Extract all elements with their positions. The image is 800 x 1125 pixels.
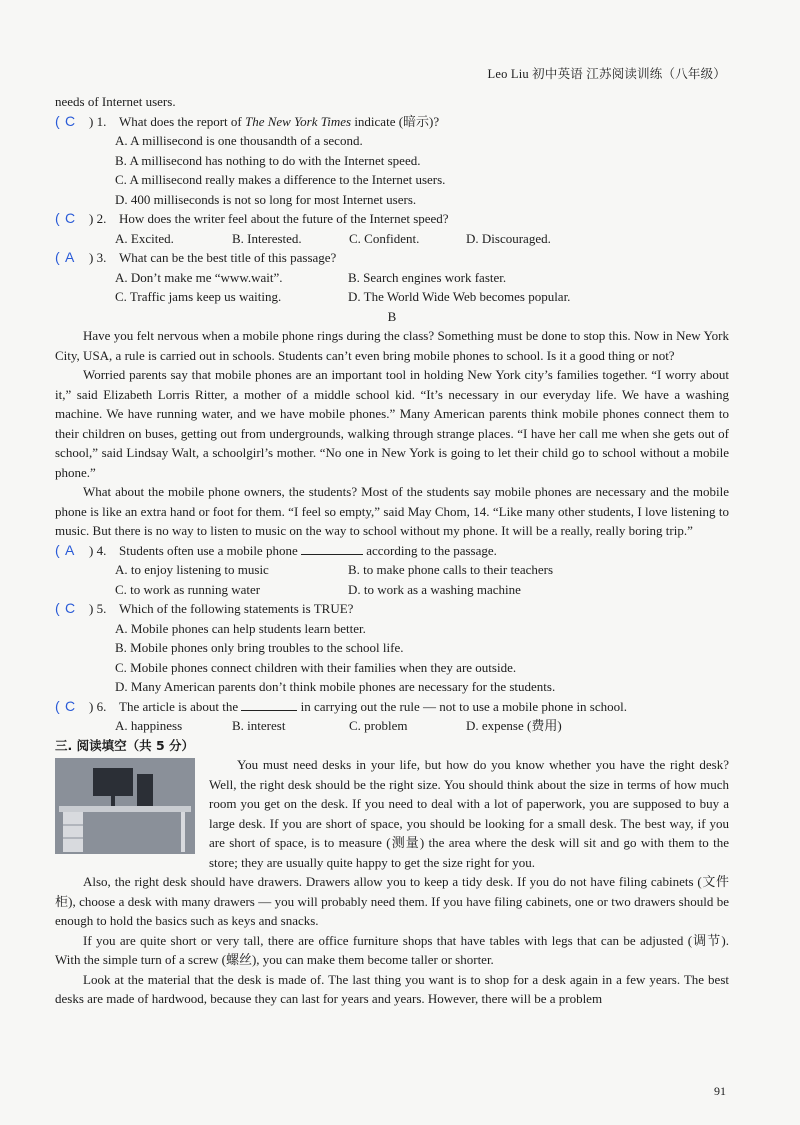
option: B. to make phone calls to their teachers [348,562,554,577]
answer-blank [301,542,363,555]
question-stem: What can be the best title of this passage? [119,250,337,265]
answer-bracket: ( [55,112,60,129]
option: B. A millisecond has nothing to do with the Internet speed. [115,152,421,168]
option: C. Traffic jams keep us waiting. [115,289,282,304]
page-number: 91 [714,1084,726,1098]
option: B. Mobile phones only bring troubles to the school life. [115,640,404,655]
page-header: Leo Liu 初中英语 江苏阅读训练（八年级） [487,67,726,81]
option: C. to work as running water [115,581,261,597]
passage-b-paragraph: Worried parents say that mobile phones are an important tool in holding New York city’s families together. “I worry about it,” said Elizabeth Lorris Ritter, a mother of a middle school kid. “It’s necessary in our everyday life. We have a washing machine. We have running water, and we have mobile phones.” Many American parents think mobile phones connect them to their children on buses, getting out from undergrounds, walking through strange places. “I have her call me when she gets out of school,” said Lindsay Walt, a schoolgirl’s mother. “No one in New York is going to let their child go to school without a mobile phone.” [55,367,729,480]
options-row [55,268,729,288]
answer-4: A [65,541,75,558]
option: A. A millisecond is one thousandth of a second. [115,133,363,148]
answer-blank [241,698,297,711]
answer-3: A [65,249,75,265]
question-4: ( A ) 4. Students often use a mobile phone according to the passage. [55,541,729,561]
passage-c-paragraph: Look at the material that the desk is made of. The last thing you want is to shop for a desk again in a few years. The best desks are made of hardwood, because they can last for years and years. However, there will be a problem [55,971,729,1006]
question-5: ( C ) 5. Which of the following statements is TRUE? [55,599,729,619]
answer-6: C [65,697,76,714]
question-2: ( C ) 2. How does the writer feel about the future of the Internet speed? [55,209,729,229]
section-3-title: 三. 阅读填空（共 5 分） [55,737,195,753]
intro-line: needs of Internet users. [55,94,176,109]
passage-c-paragraph: You must need desks in your life, but how do you know whether you have the right desk? Well, the right desk should be the right size. You should think about the size in terms of how much room you get on the desk. If you need to deal with a lot of paperwork, you are supposed to buy a large desk. If you are short of space, you should be looking for a small desk. The best way, if you are short of space, is to measure (测量) the area where the desk will sit and go with them to the store; they are usually quite happy to get the size right for you. [209,757,729,870]
option: D. expense (费用) [466,718,562,733]
desk-illustration [55,758,195,854]
option: D. Discouraged. [466,230,551,246]
question-6: ( C ) 6. The article is about the in carrying out the rule — not to use a mobile phone in school. [55,697,729,717]
option: C. A millisecond really makes a difference to the Internet users. [115,172,446,187]
passage-c-paragraph: If you are quite short or very tall, there are office furniture shops that have tables with legs that can be adjusted (调节). With the simple turn of a screw (螺丝), you can make them become taller or shorter. [55,932,729,967]
question-number: ) 1. [89,113,107,129]
question-stem: Students often use a mobile phone according to the passage. [119,542,497,558]
option: A. Mobile phones can help students learn better. [115,620,366,636]
options-row [55,560,729,580]
options-row [55,287,729,307]
option: B. interest [232,718,286,733]
options-row [55,229,729,249]
option: D. Many American parents don’t think mobile phones are necessary for the students. [115,679,556,694]
passage-b-paragraph: What about the mobile phone owners, the students? Most of the students say mobile phones are necessary and the mobile phone is like an extra hand or foot for them. “I feel so empty,” said May Chom, 14. “Like many other students, I love listening to music. But there is no way to listen to music on the way to school without my phone. It will be a really, really boring trip.” [55,484,729,538]
option: C. Confident. [349,230,420,246]
answer-1: C [65,112,76,129]
passage-b-paragraph: Have you felt nervous when a mobile phone rings during the class? Something must be done to stop this. Now in New York City, USA, a rule is carried out in schools. Students can’t even bring mobile phones to school. Is it a good thing or not? [55,328,729,363]
question-stem: The article is about the in carrying out the rule — not to use a mobile phone in school. [119,698,628,714]
passage-c-paragraph: Also, the right desk should have drawers. Drawers allow you to keep a tidy desk. If you do not have filing cabinets (文件柜), choose a desk with many drawers — you will probably need them. If you have filing cabinets, one or two drawers should be enough to hold the basics such as keys and snacks. [55,874,729,928]
option: A. Don’t make me “www.wait”. [115,269,283,285]
question-stem: Which of the following statements is TRUE? [119,601,354,616]
question-stem: What does the report of The New York Times indicate (暗示)? [119,113,440,129]
option: A. happiness [115,718,183,733]
option: D. to work as a washing machine [348,581,521,597]
option: C. problem [349,718,408,733]
passage-b-label: B [387,308,397,324]
option: B. Search engines work faster. [348,269,507,285]
options-row [55,716,729,736]
answer-2: C [65,210,76,226]
option: A. Excited. [115,230,174,246]
options-row [55,580,729,600]
option: A. to enjoy listening to music [115,562,269,577]
question-stem: How does the writer feel about the future of the Internet speed? [119,211,449,226]
option: D. The World Wide Web becomes popular. [348,289,571,304]
option: B. Interested. [232,230,302,246]
option: D. 400 milliseconds is not so long for most Internet users. [115,191,417,207]
question-3: ( A ) 3. What can be the best title of this passage? [55,248,729,268]
option: C. Mobile phones connect children with their families when they are outside. [115,659,517,675]
desk-icon [55,758,195,854]
page-content [55,92,729,1009]
question-1 [55,112,729,132]
answer-5: C [65,600,76,616]
